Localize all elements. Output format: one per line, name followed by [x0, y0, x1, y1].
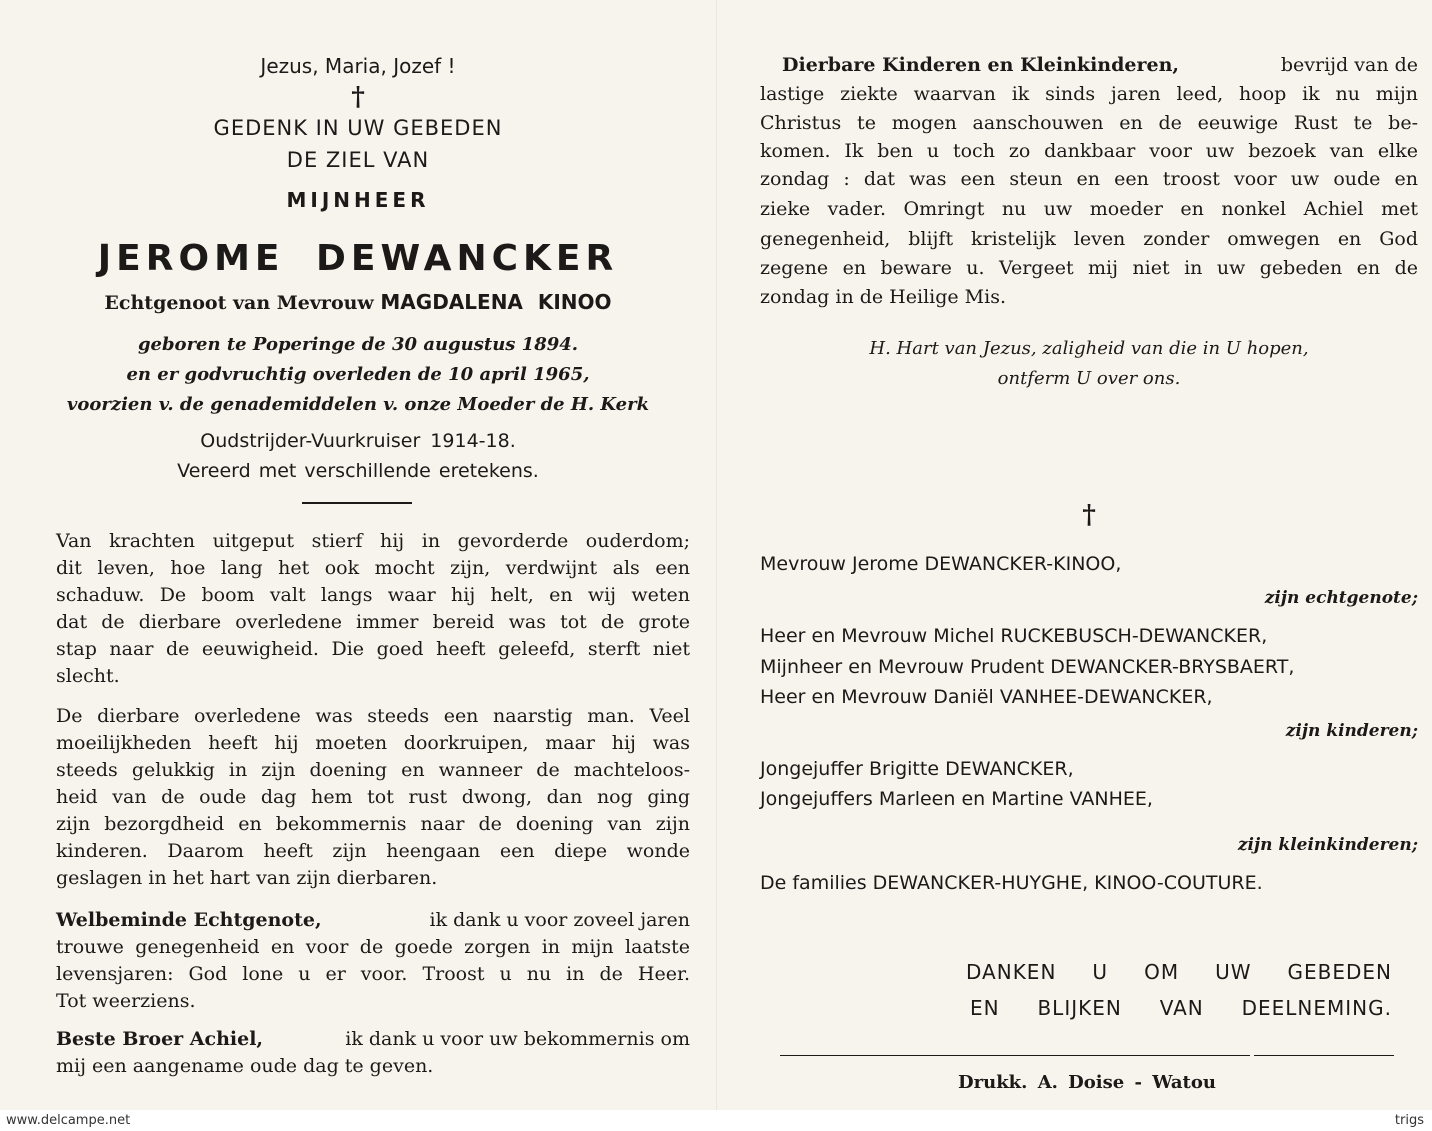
para2-line: steeds gelukkig in zijn doening en wanneer de machteloos- [56, 759, 690, 781]
children-role: zijn kinderen; [1285, 721, 1418, 741]
deceased-name: JEROME DEWANCKER [97, 238, 619, 279]
honors-line: Vereerd met verschillende eretekens. [177, 460, 539, 482]
para4-first-line [56, 1028, 690, 1050]
thanks-line-2: EN BLIJKEN VAN DEELNEMING. [970, 996, 1392, 1020]
right-para-text: bevrijd van de [1280, 54, 1418, 76]
grandchildren-role: zijn kleinkinderen; [1237, 835, 1418, 855]
watermark-bar [0, 1110, 1432, 1131]
site-watermark: www.delcampe.net [6, 1113, 131, 1128]
para2-line: zijn bezorgdheid en bekommernis naar de doening van zijn [56, 813, 690, 835]
para4-line: mij een aangename oude dag te geven. [56, 1055, 434, 1077]
prayer-line-2: ontferm U over ons. [997, 368, 1181, 389]
para3-text: ik dank u voor zoveel jaren [429, 909, 690, 931]
right-para-line: komen. Ik ben u toch zo dankbaar voor uw bezoek van elke [760, 140, 1418, 162]
printer-credit: Drukk. A. Doise - Watou [958, 1072, 1216, 1093]
para3-line: levensjaren: God lone u er voor. Troost u nu in de Heer. [56, 963, 690, 985]
right-para-line: Christus te mogen aanschouwen en de eeuwige Rust te be- [760, 112, 1418, 134]
user-watermark: trigs [1394, 1113, 1424, 1128]
para4-salutation: Beste Broer Achiel, [56, 1028, 264, 1050]
right-para-line: lastige ziekte waarvan ik sinds jaren leed, hoop ik nu mijn [760, 83, 1418, 105]
right-salutation: Dierbare Kinderen en Kleinkinderen, [782, 54, 1180, 76]
child-line: Mijnheer en Mevrouw Prudent DEWANCKER-BRYSBAERT, [760, 656, 1295, 678]
printer-rule-left [780, 1055, 1250, 1056]
death-line: en er godvruchtig overleden de 10 april 1965, [126, 364, 590, 385]
cross-icon: † [1082, 500, 1096, 530]
cross-icon: † [351, 82, 365, 112]
sacraments-line: voorzien v. de genademiddelen v. onze Moeder de H. Kerk [66, 394, 650, 415]
widow-line: Mevrouw Jerome DEWANCKER-KINOO, [760, 553, 1122, 575]
gedenk-heading: GEDENK IN UW GEBEDEN [213, 116, 503, 140]
para3-first-line [56, 909, 690, 931]
para1-line: slecht. [56, 665, 120, 687]
mijnheer-heading: MIJNHEER [286, 188, 430, 212]
invocation: Jezus, Maria, Jozef ! [260, 54, 456, 78]
para2-line: moeilijkheden heeft hij moeten doorkruipen, maar hij was [56, 732, 690, 754]
child-line: Heer en Mevrouw Daniël VANHEE-DEWANCKER, [760, 686, 1213, 708]
veteran-line: Oudstrijder-Vuurkruiser 1914-18. [200, 430, 516, 452]
right-para-line: zondag : dat was een steun en een troost voor uw oude en [760, 168, 1418, 190]
grandchild-line: Jongejuffer Brigitte DEWANCKER, [760, 758, 1074, 780]
spouse-name: MAGDALENA KINOO [380, 290, 612, 314]
grandchild-line: Jongejuffers Marleen en Martine VANHEE, [760, 788, 1153, 810]
printer-rule-right [1254, 1055, 1394, 1056]
birth-line: geboren te Poperinge de 30 augustus 1894. [137, 334, 579, 355]
right-para-line: zondag in de Heilige Mis. [760, 286, 1006, 308]
para3-line: Tot weerziens. [56, 990, 196, 1012]
para3-salutation: Welbeminde Echtgenote, [56, 909, 322, 931]
para2-line: geslagen in het hart van zijn dierbaren. [56, 867, 438, 889]
right-para-line: zegene en beware u. Vergeet mij niet in uw gebeden en de [760, 257, 1418, 279]
para1-line: dit leven, hoe lang het ook mocht zijn, verdwijnt als een [56, 557, 690, 579]
para2-line: heid van de oude dag hem tot rust dwong, dan nog ging [56, 786, 690, 808]
spouse-line [0, 290, 716, 314]
para3-line: trouwe genegenheid en voor de goede zorgen in mijn laatste [56, 936, 690, 958]
divider [302, 502, 412, 504]
widow-role: zijn echtgenote; [1264, 588, 1418, 608]
families-line: De families DEWANCKER-HUYGHE, KINOO-COUTURE. [760, 872, 1263, 894]
para1-line: Van krachten uitgeput stierf hij in gevorderde ouderdom; [56, 530, 690, 552]
para4-text: ik dank u voor uw bekommernis om [345, 1028, 690, 1050]
child-line: Heer en Mevrouw Michel RUCKEBUSCH-DEWANCKER, [760, 625, 1268, 647]
ziel-heading: DE ZIEL VAN [286, 148, 430, 172]
card-fold [716, 0, 717, 1110]
right-para-first-line [782, 54, 1418, 76]
right-para-line: genegenheid, blijft kristelijk leven zonder omwegen en God [760, 228, 1418, 250]
para2-line: De dierbare overledene was steeds een naarstig man. Veel [56, 705, 690, 727]
right-para-line: zieke vader. Omringt nu uw moeder en nonkel Achiel met [760, 198, 1418, 220]
para2-line: kinderen. Daarom heeft zijn heengaan een diepe wonde [56, 840, 690, 862]
para1-line: schaduw. De boom valt langs waar hij helt, en wij weten [56, 584, 690, 606]
para1-line: dat de dierbare overledene immer bereid was tot de grote [56, 611, 690, 633]
spouse-prefix: Echtgenoot van Mevrouw [104, 292, 374, 314]
thanks-line-1: DANKEN U OM UW GEBEDEN [966, 960, 1392, 984]
prayer-line-1: H. Hart van Jezus, zaligheid van die in U hopen, [869, 338, 1309, 359]
para1-line: stap naar de eeuwigheid. Die goed heeft geleefd, sterft niet [56, 638, 690, 660]
